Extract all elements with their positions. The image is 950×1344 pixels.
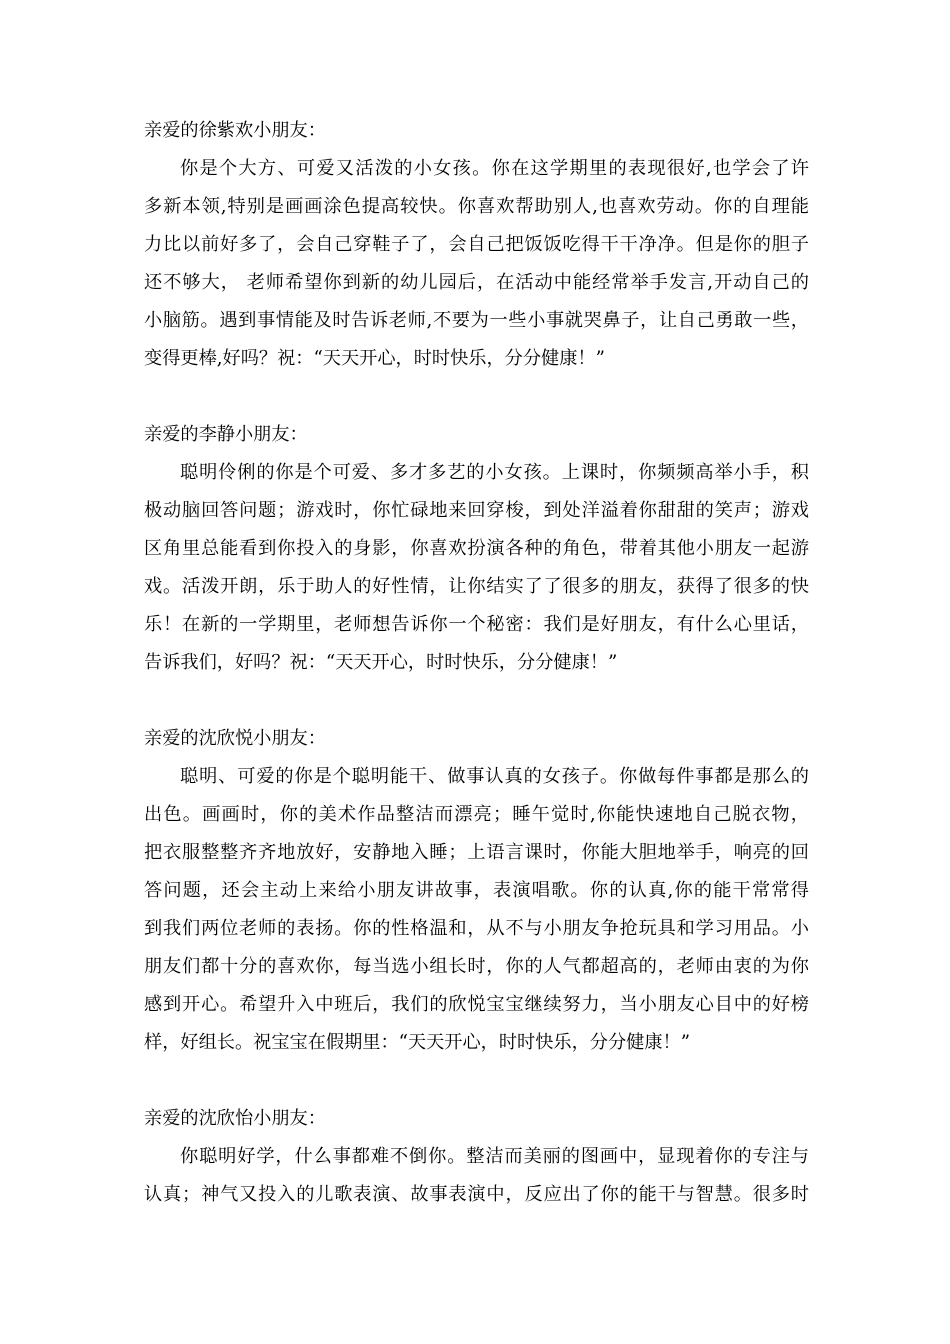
paragraph-gap (144, 682, 809, 720)
letter-li-jing (144, 416, 809, 682)
letter-body-line: 还不够大， 老师希望你到新的幼儿园后，在活动中能经常举手发言,开动自己的 (144, 272, 809, 293)
letter-body-line: 变得更棒,好吗？祝：“天天开心，时时快乐，分分健康！” (144, 348, 605, 369)
letter-body-line: 力比以前好多了，会自己穿鞋子了，会自己把饭饭吃得干干净净。但是你的胆子 (144, 234, 809, 255)
letter-body-line: 朋友们都十分的喜欢你，每当选小组长时，你的人气都超高的，老师由衷的为你 (144, 956, 809, 977)
paragraph-gap (144, 378, 809, 416)
letter-body-line: 你聪明好学，什么事都难不倒你。整洁而美丽的图画中，显现着你的专注与 (180, 1146, 809, 1167)
letter-body-line: 认真；神气又投入的儿歌表演、故事表演中，反应出了你的能干与智慧。很多时 (144, 1184, 809, 1205)
letter-body-line: 感到开心。希望升入中班后，我们的欣悦宝宝继续努力，当小朋友心目中的好榜 (144, 994, 809, 1015)
letter-body-line: 区角里总能看到你投入的身影，你喜欢扮演各种的角色，带着其他小朋友一起游 (144, 538, 809, 559)
letter-body-line: 你是个大方、可爱又活泼的小女孩。你在这学期里的表现很好,也学会了许 (180, 158, 809, 179)
paragraph-gap (144, 1062, 809, 1100)
letter-body-line: 把衣服整整齐齐地放好，安静地入睡；上语言课时，你能大胆地举手，响亮的回 (144, 842, 809, 863)
letter-body-line: 到我们两位老师的表扬。你的性格温和，从不与小朋友争抢玩具和学习用品。小 (144, 918, 809, 939)
letter-salutation: 亲爱的沈欣悦小朋友： (144, 728, 326, 749)
document-page (144, 112, 809, 1214)
letter-body-line: 聪明、可爱的你是个聪明能干、做事认真的女孩子。你做每件事都是那么的 (180, 766, 809, 787)
letter-shen-xinyi (144, 1100, 809, 1214)
letter-body-line: 出色。画画时，你的美术作品整洁而漂亮；睡午觉时,你能快速地自己脱衣物， (144, 804, 809, 825)
letter-body-line: 聪明伶俐的你是个可爱、多才多艺的小女孩。上课时，你频频高举小手，积 (180, 462, 809, 483)
letter-body-line: 乐！在新的一学期里，老师想告诉你一个秘密：我们是好朋友，有什么心里话， (144, 614, 809, 635)
letter-body-line: 样，好组长。祝宝宝在假期里：“天天开心，时时快乐，分分健康！” (144, 1032, 691, 1053)
letter-body-line: 小脑筋。遇到事情能及时告诉老师,不要为一些小事就哭鼻子，让自己勇敢一些， (144, 310, 809, 331)
letter-body-line: 告诉我们，好吗？祝：“天天开心，时时快乐，分分健康！” (144, 652, 618, 673)
letter-body-line: 多新本领,特别是画画涂色提高较快。你喜欢帮助别人,也喜欢劳动。你的自理能 (144, 196, 809, 217)
letter-body-line: 戏。活泼开朗，乐于助人的好性情，让你结实了了很多的朋友，获得了很多的快 (144, 576, 809, 597)
letter-salutation: 亲爱的徐紫欢小朋友： (144, 120, 326, 141)
letter-shen-xinyue (144, 720, 809, 1062)
letter-salutation: 亲爱的李静小朋友： (144, 424, 308, 445)
letter-salutation: 亲爱的沈欣怡小朋友： (144, 1108, 326, 1129)
letter-body-line: 答问题，还会主动上来给小朋友讲故事，表演唱歌。你的认真,你的能干常常得 (144, 880, 809, 901)
letter-body-line: 极动脑回答问题；游戏时，你忙碌地来回穿梭，到处洋溢着你甜甜的笑声；游戏 (144, 500, 809, 521)
letter-xu-zihuan (144, 112, 809, 378)
